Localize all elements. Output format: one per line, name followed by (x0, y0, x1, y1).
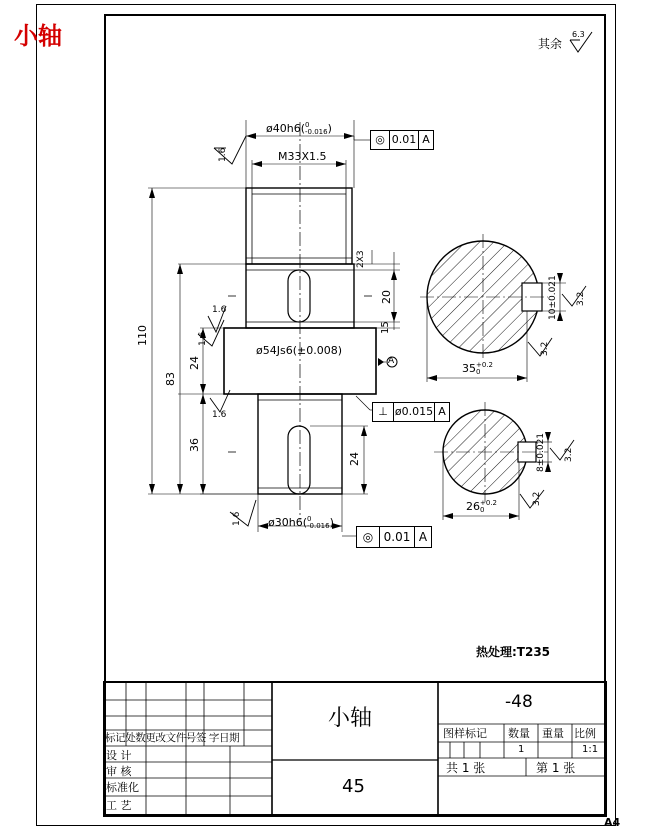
corner-title: 小轴 (14, 22, 62, 50)
scale-label: 比例 (574, 727, 596, 740)
concentricity-icon: ◎ (357, 527, 380, 547)
stage-mark-label: 图样标记 (443, 727, 487, 740)
roughness-value-s2a: 3.2 (564, 447, 574, 462)
heat-treatment-note: 热处理:T235 (476, 645, 551, 659)
sheet-number: 第 1 张 (536, 761, 576, 775)
dim-bottom-dia: ø30h6( 0 -0.016 ) (268, 515, 334, 530)
title-block-standard: 标准化 (106, 781, 139, 794)
tolerance-frame-perpendicularity: ⊥ ø0.015 A (372, 402, 450, 422)
dim-length-24-left: 24 (188, 356, 201, 370)
roughness-value-4: 1.6 (212, 410, 227, 420)
dim-section2-depth: 26 +0.2 0 (466, 499, 497, 514)
part-name: 小轴 (328, 706, 373, 731)
roughness-value-3: 1.6 (198, 331, 208, 346)
quantity-label: 数量 (508, 727, 530, 740)
datum-label: A (388, 356, 395, 366)
dim-length-83: 83 (164, 372, 177, 386)
drawing-number: -48 (505, 692, 533, 712)
other-roughness-value: 6.3 (572, 30, 585, 39)
tolerance-frame-top: ◎ 0.01 A (370, 130, 434, 150)
title-block-design: 设 计 (106, 749, 132, 762)
roughness-value-s2b: 3.2 (532, 491, 542, 506)
dim-total-length: 110 (136, 325, 149, 346)
dim-thread: M33X1.5 (278, 150, 327, 163)
dim-groove: 2X3 (356, 250, 366, 268)
dim-top-dia: ø40h6( 0 -0.016 ) (266, 121, 332, 136)
total-sheets: 共 1 张 (446, 761, 486, 775)
roughness-value-s1a: 3.2 (576, 291, 586, 306)
weight-label: 重量 (542, 727, 564, 740)
scale-value: 1:1 (582, 744, 599, 755)
roughness-value-2: 1.6 (212, 305, 227, 315)
title-block-header-row: 标记处数更改文件号签 字日期 (105, 732, 240, 744)
dim-key-upper-15: 15 (380, 321, 391, 334)
dim-section2-width: 8±0.021 (536, 432, 546, 472)
sheet-size-label: A4 (604, 816, 621, 829)
dim-mid-dia: ø54Js6(±0.008) (256, 344, 342, 357)
roughness-value-5: 1.6 (232, 511, 242, 526)
quantity-value: 1 (518, 744, 525, 755)
material: 45 (342, 776, 365, 797)
roughness-value-s1b: 3.2 (540, 341, 550, 356)
perpendicularity-icon: ⊥ (373, 403, 394, 421)
title-block-process: 工 艺 (106, 799, 132, 812)
concentricity-icon: ◎ (371, 131, 390, 149)
dim-section1-width: 10±0.021 (548, 275, 558, 320)
roughness-value-1: 1.6 (218, 147, 228, 162)
dim-key-lower-24: 24 (348, 452, 361, 466)
dim-key-upper-20: 20 (380, 290, 393, 304)
dim-section1-depth: 35 +0.2 0 (462, 361, 493, 376)
other-roughness-label: 其余 (538, 37, 563, 51)
dim-length-36: 36 (188, 438, 201, 452)
title-block-review: 审 核 (106, 765, 132, 778)
tolerance-frame-bottom: ◎ 0.01 A (356, 526, 432, 548)
